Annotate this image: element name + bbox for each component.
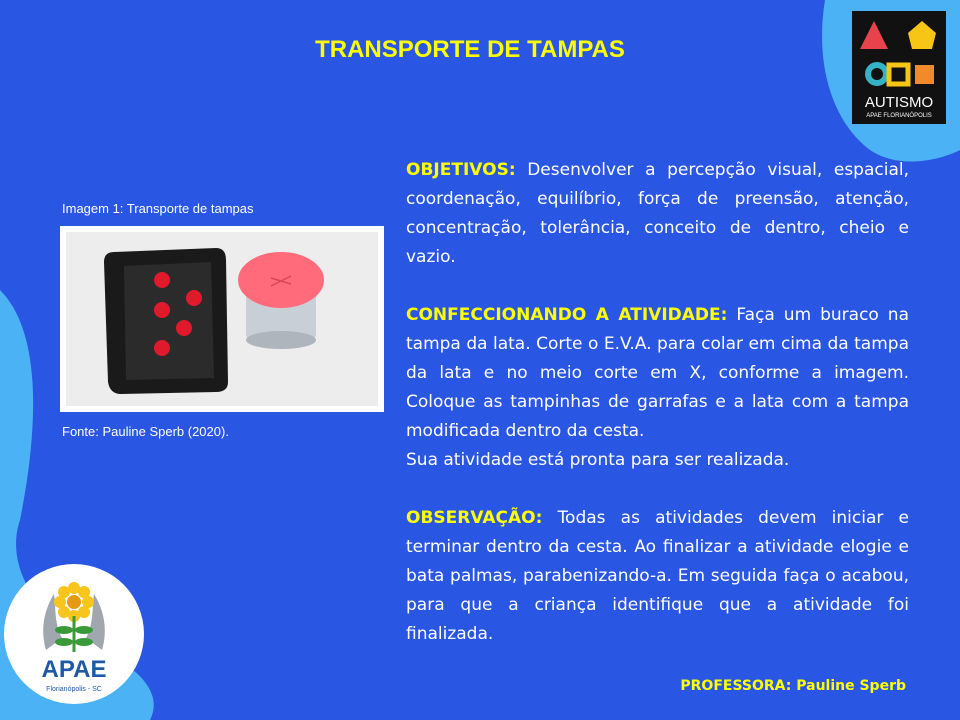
objectives-label: OBJETIVOS: bbox=[406, 160, 516, 180]
slide-title: TRANSPORTE DE TAMPAS bbox=[315, 36, 625, 63]
instructions-text: Faça um buraco na tampa da lata. Corte o E.V.A. para colar em cima da tampa da lata e no meio corte em X, conforme a imagem. Coloque as tampinhas de garrafas e a lata com a tampa modificada dentro da cesta. bbox=[406, 305, 909, 441]
objectives-paragraph bbox=[406, 156, 909, 272]
objectives-text: Desenvolver a percepção visual, espacial, coordenação, equilíbrio, força de preensão, atenção, concentração, tolerância, conceito de dentro, cheio e vazio. bbox=[406, 160, 909, 267]
instructions-paragraph bbox=[406, 301, 909, 475]
apae-logo-word: APAE bbox=[41, 656, 107, 683]
instructions-label: CONFECCIONANDO A ATIVIDADE: bbox=[406, 305, 728, 325]
autismo-logo-subtitle: APAE FLORIANÓPOLIS bbox=[866, 113, 932, 119]
apae-flower-icon bbox=[36, 580, 112, 656]
activity-photo bbox=[60, 226, 384, 412]
autismo-logo-word: AUTISMO bbox=[864, 94, 934, 111]
image-caption: Imagem 1: Transporte de tampas bbox=[62, 201, 254, 216]
autismo-logo bbox=[852, 11, 946, 124]
slide-body bbox=[406, 156, 909, 649]
image-source: Fonte: Pauline Sperb (2020). bbox=[62, 424, 229, 439]
teacher-credit: PROFESSORA: Pauline Sperb bbox=[680, 678, 906, 694]
observation-label: OBSERVAÇÃO: bbox=[406, 508, 543, 528]
observation-paragraph bbox=[406, 504, 909, 649]
apae-logo-subtitle: Florianópolis - SC bbox=[46, 686, 102, 693]
observation-text: Todas as atividades devem iniciar e terminar dentro da cesta. Ao finalizar a atividade elogie e bata palmas, parabenizando-a. Em seguida faça o acabou, para que a criança identifique que a atividade foi finalizada. bbox=[406, 508, 909, 644]
instructions-extra: Sua atividade está pronta para ser realizada. bbox=[406, 450, 790, 470]
